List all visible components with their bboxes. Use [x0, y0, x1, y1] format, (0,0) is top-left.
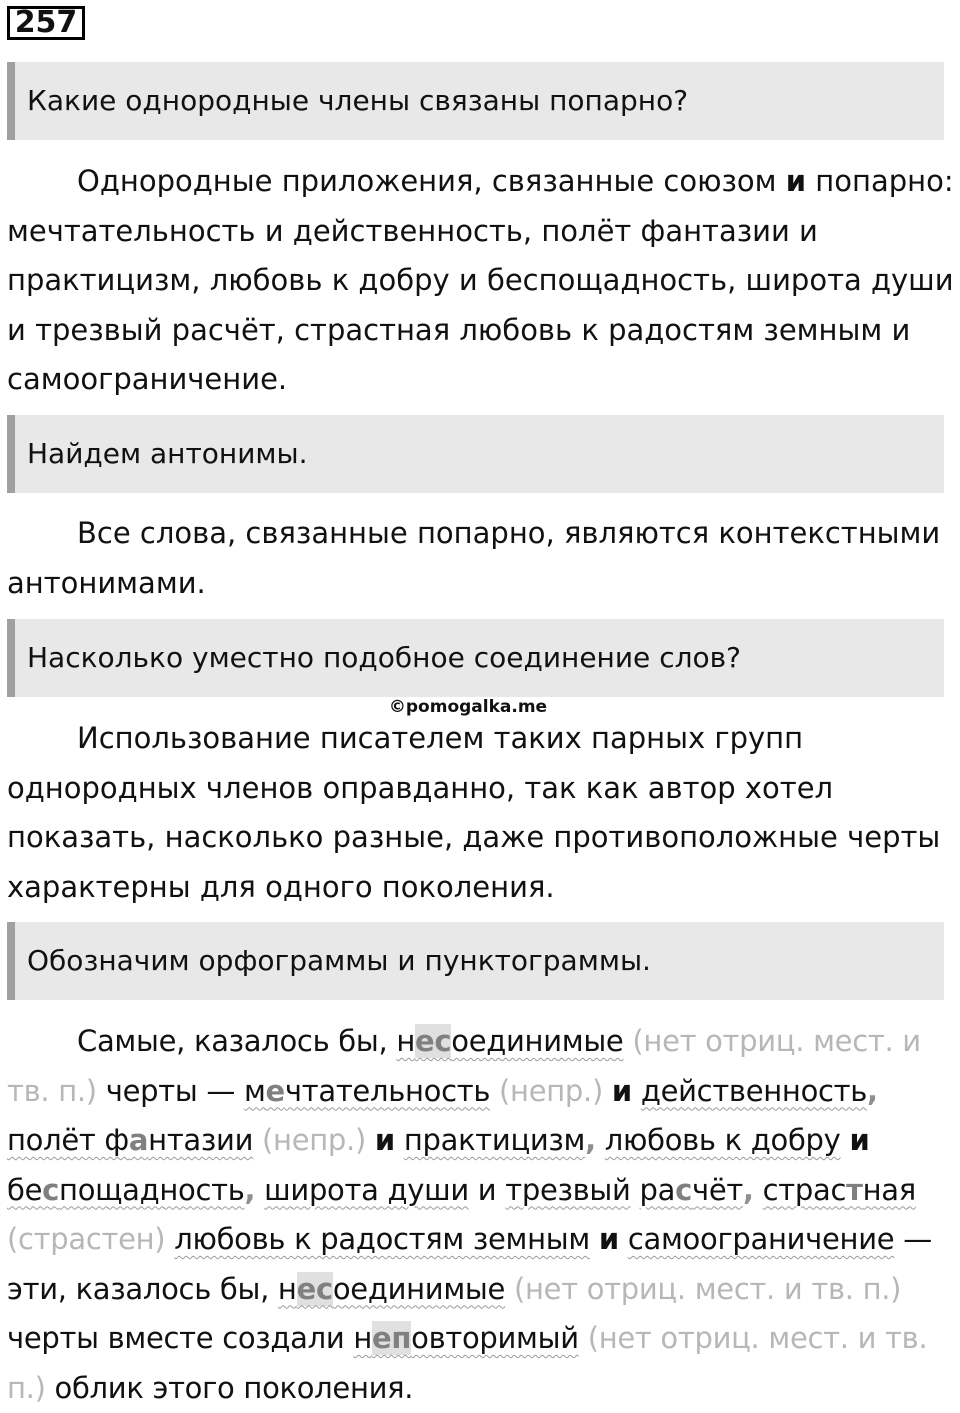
question-4-heading: Обозначим орфограммы и пунктограммы. [7, 922, 944, 1000]
answer-1-text: Однородные приложения, связанные союзом и попарно: мечтательность и действенность, полёт фантазии и практицизм, любовь к добру и беспощадность, широта души и трезвый расчёт, страстная любовь к радостям земным и самоограничение. [7, 164, 954, 396]
exercise-number: 257 [7, 6, 85, 40]
word-nesoedinimye: несоединимые [396, 1024, 624, 1058]
answer-3-text: Использование писателем таких парных групп однородных членов оправданно, так как автор хотел показать, насколько разные, даже противоположные черты характерны для одного поколения. [7, 721, 941, 904]
question-3-heading: Насколько уместно подобное соединение слов? [7, 619, 944, 697]
orthogram-analysis-text: Самые, казалось бы, несоединимые (нет отриц. мест. и тв. п.) черты — мечтательность (непр.) и действенность, полёт фантазии (непр.) и практицизм, любовь к добру и беспощадность, широта души и трезвый расчёт, страстная (страстен) любовь к радостям земным и самоограничение — эти, казалось бы, несоединимые (нет отриц. мест. и тв. п.) черты вместе создали неповторимый (нет отриц. мест. и тв. п.) облик этого поколения. [7, 1024, 932, 1405]
question-1-heading: Какие однородные члены связаны попарно? [7, 62, 944, 140]
answer-2-text: Все слова, связанные попарно, являются контекстными антонимами. [7, 516, 941, 600]
question-2-heading: Найдем антонимы. [7, 415, 944, 493]
watermark: ©pomogalka.me [388, 697, 548, 717]
